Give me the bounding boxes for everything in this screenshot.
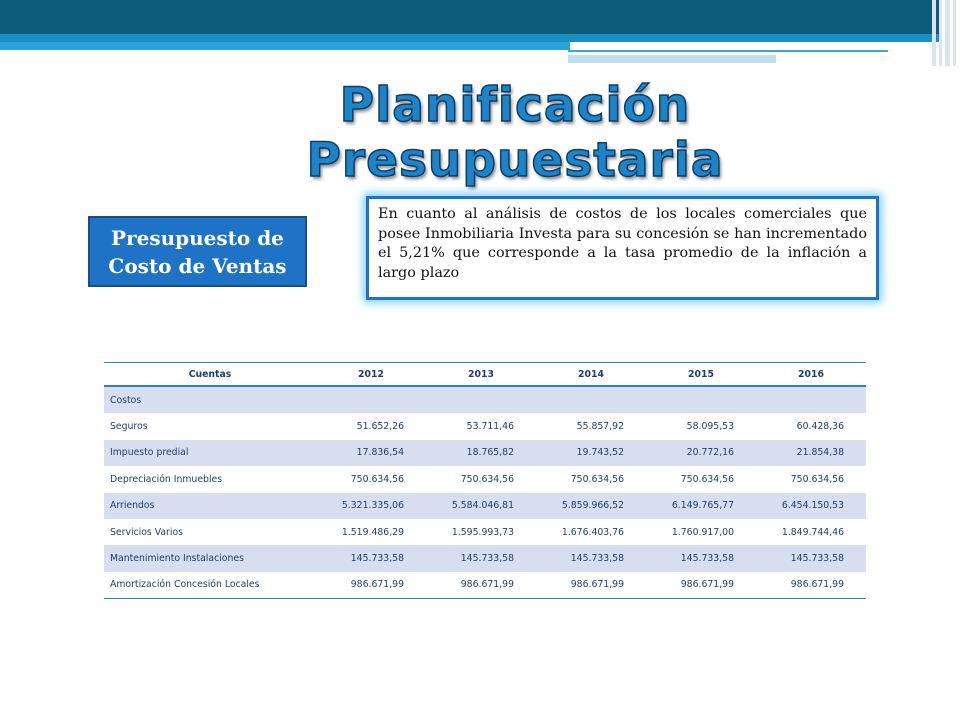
table-row <box>104 440 866 466</box>
row-value: 145.733,58 <box>316 545 426 571</box>
header-line-light <box>568 55 776 63</box>
header-2015: 2015 <box>646 363 756 387</box>
row-value: 145.733,58 <box>646 545 756 571</box>
row-value: 5.321.335,06 <box>316 493 426 519</box>
row-value <box>426 386 536 413</box>
table-row <box>104 545 866 571</box>
slide-title: Planificación Presupuestaria <box>306 78 724 188</box>
row-value: 750.634,56 <box>680 473 734 485</box>
header-2014: 2014 <box>536 363 646 387</box>
row-label: Seguros <box>110 421 148 433</box>
row-value: 5.859.966,52 <box>536 493 646 519</box>
cost-of-sales-label-box <box>88 216 307 287</box>
header-cuentas: Cuentas <box>104 363 316 387</box>
row-value: 1.760.917,00 <box>671 526 734 538</box>
header-2013: 2013 <box>426 363 536 387</box>
row-label: Amortización Concesión Locales <box>104 572 316 599</box>
table-row <box>104 572 866 599</box>
cost-table <box>104 362 866 599</box>
row-label: Mantenimiento Instalaciones <box>104 545 316 571</box>
table-row <box>104 493 866 519</box>
row-value: 1.519.486,29 <box>341 526 404 538</box>
header-2012: 2012 <box>316 363 426 387</box>
header-2016: 2016 <box>756 363 866 387</box>
row-value: 20.772,16 <box>646 440 756 466</box>
row-label: Impuesto predial <box>104 440 316 466</box>
row-value: 145.733,58 <box>426 545 536 571</box>
row-value: 986.671,99 <box>426 572 536 599</box>
row-value: 53.711,46 <box>466 421 514 433</box>
table-row <box>104 386 866 413</box>
row-value: 6.149.765,77 <box>646 493 756 519</box>
header-band-dark <box>0 0 940 34</box>
table-row <box>104 519 866 545</box>
row-label: Servicios Varios <box>110 526 183 538</box>
table-row <box>104 413 866 439</box>
row-value: 750.634,56 <box>350 473 404 485</box>
row-value: 145.733,58 <box>756 545 866 571</box>
table-row <box>104 466 866 492</box>
row-value: 6.454.150,53 <box>756 493 866 519</box>
row-value: 1.595.993,73 <box>451 526 514 538</box>
row-value: 750.634,56 <box>460 473 514 485</box>
row-value: 51.652,26 <box>356 421 404 433</box>
header-band-mid <box>0 34 940 42</box>
row-value <box>756 386 866 413</box>
row-value: 986.671,99 <box>536 572 646 599</box>
row-label: Arriendos <box>104 493 316 519</box>
row-value: 21.854,38 <box>756 440 866 466</box>
row-value <box>316 386 426 413</box>
row-value: 58.095,53 <box>686 421 734 433</box>
row-value: 986.671,99 <box>316 572 426 599</box>
row-value: 55.857,92 <box>576 421 624 433</box>
row-label: Depreciación Inmuebles <box>110 473 223 485</box>
row-value: 5.584.046,81 <box>426 493 536 519</box>
table-header-row <box>104 363 866 387</box>
row-value <box>646 386 756 413</box>
header-band-light <box>0 42 570 50</box>
row-value: 1.676.403,76 <box>561 526 624 538</box>
row-value <box>536 386 646 413</box>
header-line <box>568 50 888 52</box>
row-value: 18.765,82 <box>426 440 536 466</box>
row-value: 986.671,99 <box>646 572 756 599</box>
description-box: En cuanto al análisis de costos de los locales comerciales que posee Inmobiliaria Investa para su concesión se han incrementado el 5,21% que corresponde a la tasa promedio de la inflación a largo plazo <box>366 196 879 300</box>
label-box-line1: Presupuesto de <box>111 225 284 250</box>
row-value: 17.836,54 <box>316 440 426 466</box>
row-value: 60.428,36 <box>796 421 844 433</box>
row-value: 750.634,56 <box>570 473 624 485</box>
row-value: 1.849.744,46 <box>781 526 844 538</box>
label-box-line2: Costo de Ventas <box>108 253 287 278</box>
header-vertical-stripes <box>930 0 960 66</box>
row-value: 750.634,56 <box>790 473 844 485</box>
row-value: 145.733,58 <box>536 545 646 571</box>
row-label: Costos <box>104 386 316 413</box>
row-value: 19.743,52 <box>536 440 646 466</box>
row-value: 986.671,99 <box>756 572 866 599</box>
